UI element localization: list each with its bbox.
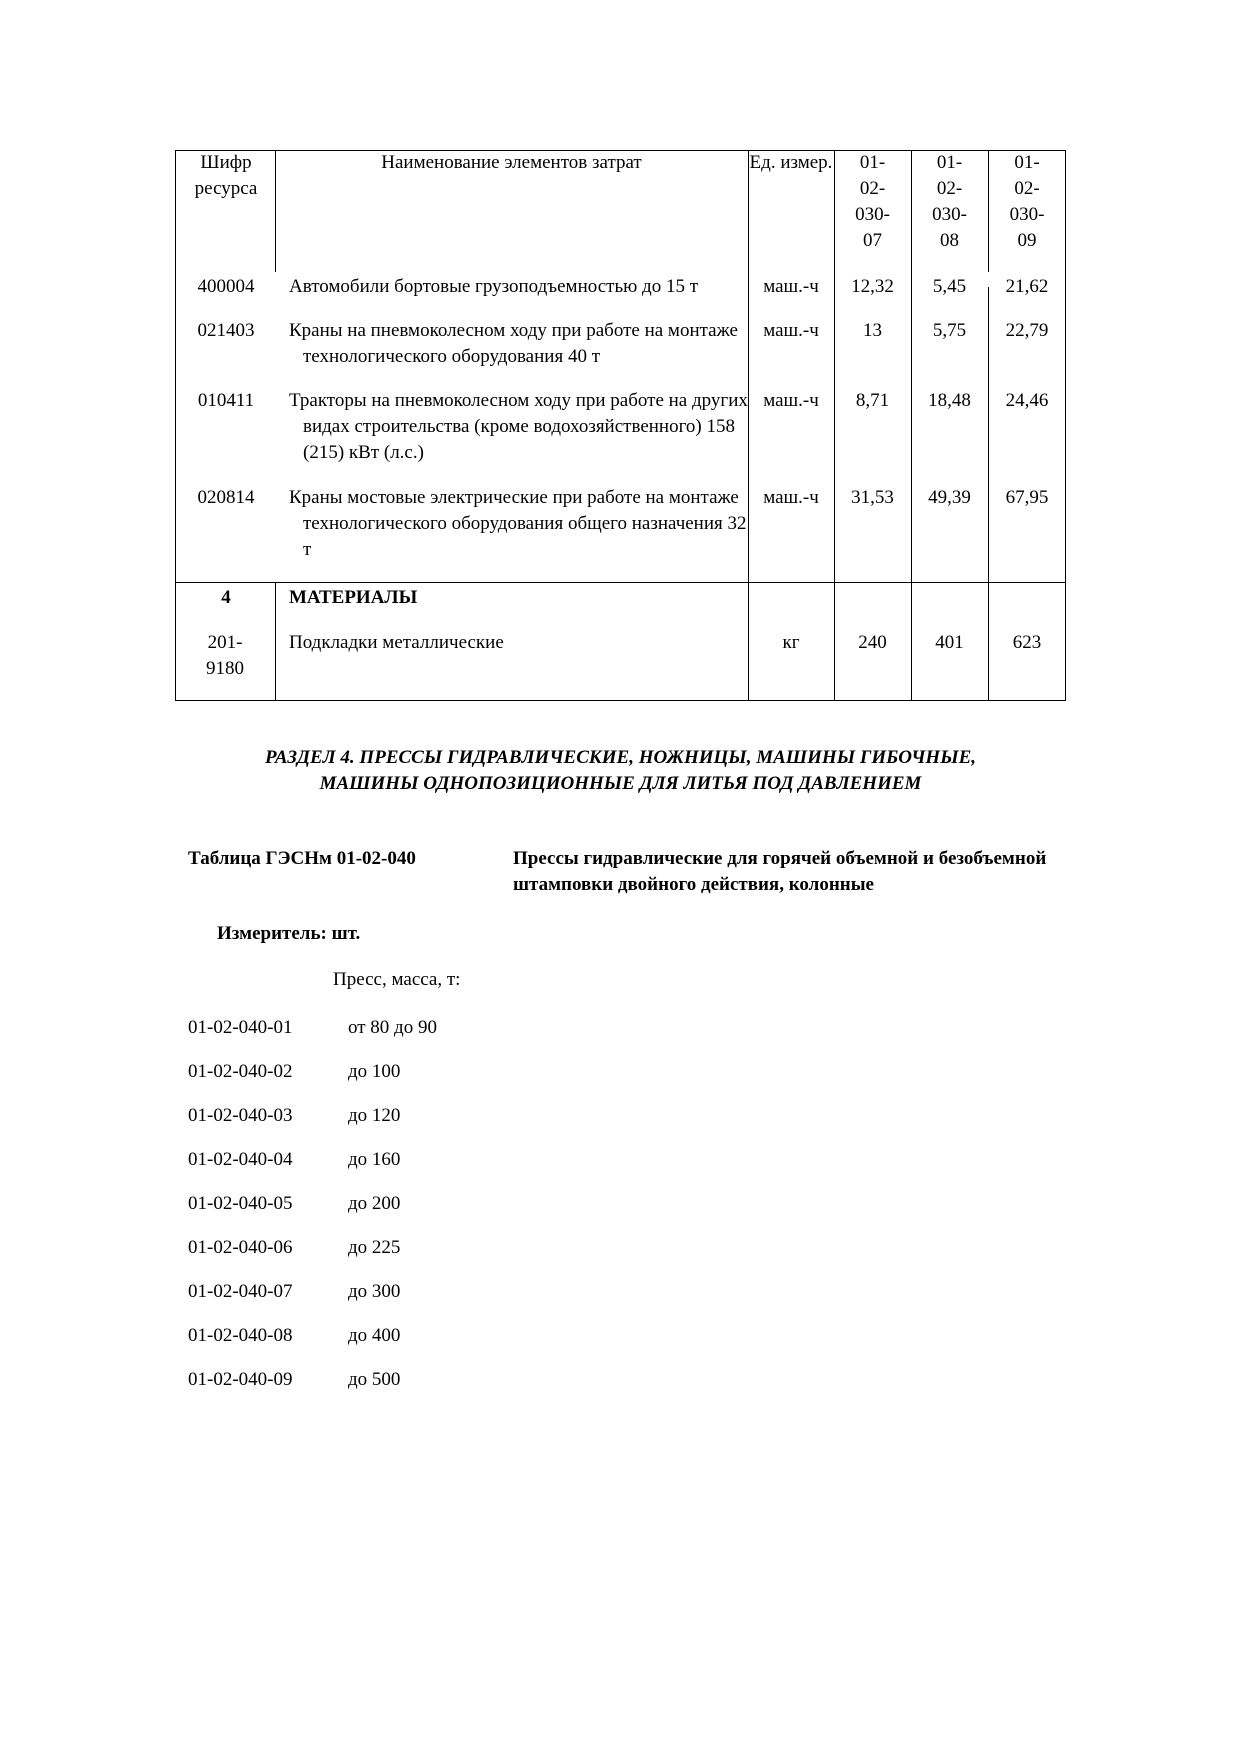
header-col-07-line: 02- (859, 178, 886, 199)
row-unit: маш.-ч (763, 487, 819, 508)
header-col-08-line: 08 (940, 230, 959, 251)
item-code: 01-02-040-07 (188, 1281, 293, 1302)
row-name: Тракторы на пневмоколесном ходу при работе на других видах строительства (кроме водохозяйственного) 158 (215) кВт (л.с.) (289, 390, 748, 463)
item-value: до 200 (348, 1193, 401, 1214)
header-code: Шифр ресурса (194, 152, 258, 199)
item-value: до 160 (348, 1149, 401, 1170)
row-code: 400004 (197, 276, 255, 297)
item-value: до 400 (348, 1325, 401, 1346)
row-value-08: 5,45 (932, 276, 967, 297)
table-divider (175, 582, 1066, 583)
item-code: 01-02-040-04 (188, 1149, 293, 1170)
row-value-08: 18,48 (928, 390, 971, 411)
material-unit: кг (782, 632, 800, 653)
header-col-08-line: 01- (936, 152, 963, 173)
measure-unit: Измеритель: шт. (217, 923, 361, 944)
section-title-line: МАШИНЫ ОДНОПОЗИЦИОННЫЕ ДЛЯ ЛИТЬЯ ПОД ДАВЛЕНИЕМ (319, 773, 922, 794)
item-code: 01-02-040-03 (188, 1105, 293, 1126)
section-title (175, 745, 1066, 797)
item-value: до 120 (348, 1105, 401, 1126)
row-name: Автомобили бортовые грузоподъемностью до 15 т (289, 276, 699, 297)
section-title-line: РАЗДЕЛ 4. ПРЕССЫ ГИДРАВЛИЧЕСКИЕ, НОЖНИЦЫ, МАШИНЫ ГИБОЧНЫЕ, (264, 747, 977, 768)
material-value-09: 623 (1012, 632, 1042, 653)
item-code: 01-02-040-02 (188, 1061, 293, 1082)
header-col-07 (834, 150, 911, 254)
material-value-07: 240 (858, 632, 887, 653)
row-code: 010411 (197, 390, 255, 411)
header-col-09-line: 01- (1014, 152, 1040, 173)
table-divider (275, 583, 276, 701)
material-code: 201-9180 (206, 632, 244, 679)
item-value: до 500 (348, 1369, 401, 1390)
item-code: 01-02-040-01 (188, 1017, 293, 1038)
header-col-07-line: 01- (859, 152, 886, 173)
row-name: Краны мостовые электрические при работе на монтаже технологического оборудования общего назначения 32 т (289, 487, 747, 560)
row-code: 020814 (197, 487, 255, 508)
item-code: 01-02-040-06 (188, 1237, 293, 1258)
item-value: до 100 (348, 1061, 401, 1082)
row-value-07: 13 (863, 320, 882, 341)
materials-section-title: МАТЕРИАЛЫ (289, 587, 418, 608)
row-value-08: 5,75 (932, 320, 967, 341)
row-value-09: 22,79 (1005, 320, 1049, 341)
row-code: 021403 (197, 320, 255, 341)
row-value-09: 67,95 (1005, 487, 1049, 508)
item-code: 01-02-040-08 (188, 1325, 293, 1346)
row-unit: маш.-ч (763, 390, 819, 411)
row-name: Краны на пневмоколесном ходу при работе на монтаже технологического оборудования 40 т (289, 320, 738, 367)
header-col-09-line: 09 (1017, 230, 1037, 251)
header-unit: Ед. измер. (749, 152, 833, 173)
materials-section-number: 4 (221, 587, 231, 608)
header-col-09 (988, 150, 1066, 254)
press-mass-header: Пресс, масса, т: (333, 969, 461, 990)
header-col-08-line: 02- (936, 178, 963, 199)
row-value-07: 31,53 (851, 487, 894, 508)
table-title: Прессы гидравлические для горячей объемной и безобъемной штамповки двойного действия, колонные (513, 848, 1047, 895)
item-code: 01-02-040-05 (188, 1193, 293, 1214)
row-value-07: 12,32 (851, 276, 894, 297)
header-col-08 (911, 150, 988, 254)
header-col-09-line: 030- (1009, 204, 1045, 225)
row-unit: маш.-ч (763, 276, 819, 297)
header-col-09-line: 02- (1014, 178, 1040, 199)
header-col-08-line: 030- (932, 204, 967, 225)
material-name: Подкладки металлические (289, 632, 504, 653)
item-value: до 300 (348, 1281, 401, 1302)
table-label: Таблица ГЭСНм 01-02-040 (188, 848, 416, 869)
header-name: Наименование элементов затрат (381, 152, 642, 173)
row-value-09: 21,62 (1005, 276, 1049, 297)
row-value-09: 24,46 (1005, 390, 1049, 411)
header-col-07-line: 030- (855, 204, 890, 225)
row-value-07: 8,71 (855, 390, 890, 411)
item-value: до 225 (348, 1237, 401, 1258)
row-unit: маш.-ч (763, 320, 819, 341)
item-value: от 80 до 90 (348, 1017, 437, 1038)
resources-table (175, 150, 1066, 701)
row-value-08: 49,39 (928, 487, 971, 508)
item-code: 01-02-040-09 (188, 1369, 293, 1390)
material-value-08: 401 (935, 632, 964, 653)
header-col-07-line: 07 (863, 230, 882, 251)
